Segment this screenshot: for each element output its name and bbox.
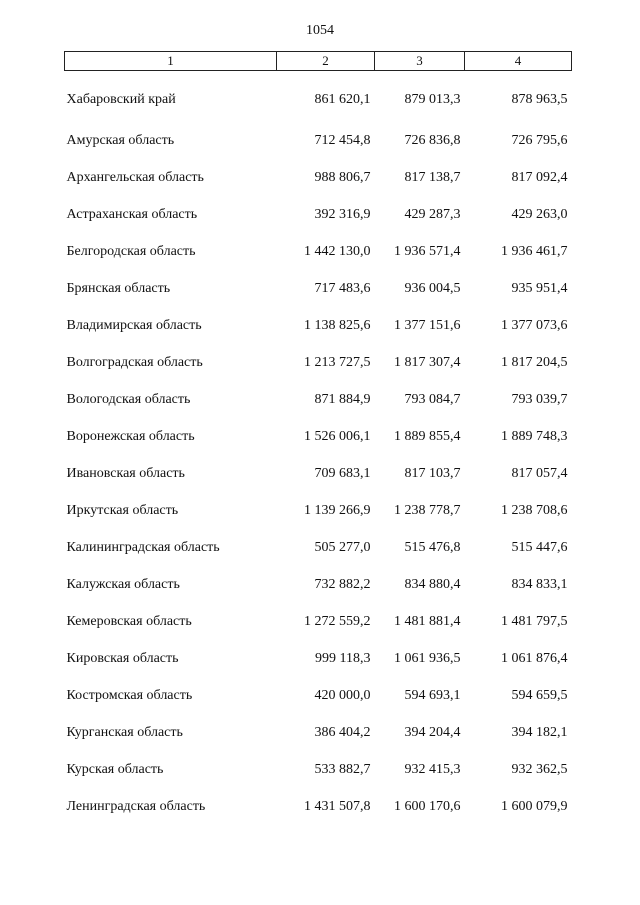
table-row <box>65 196 572 233</box>
column-3-value-cell: 726 836,8 <box>404 132 461 148</box>
table-row <box>65 270 572 307</box>
column-3-value-cell: 1 936 571,4 <box>394 243 461 259</box>
column-2-value-cell: 999 118,3 <box>315 650 371 666</box>
region-name-cell: Астраханская область <box>66 206 198 222</box>
table-row <box>65 751 572 788</box>
column-2-value-cell: 871 884,9 <box>314 391 371 407</box>
column-2-value-cell: 712 454,8 <box>314 132 371 148</box>
region-name-cell: Брянская область <box>66 280 171 296</box>
table-row <box>65 122 572 159</box>
column-3-value-cell: 429 287,3 <box>404 206 461 222</box>
column-3-value-cell: 594 693,1 <box>404 687 461 703</box>
column-4-value-cell: 932 362,5 <box>511 761 568 777</box>
region-name-cell: Курская область <box>66 761 164 777</box>
column-4-value-cell: 594 659,5 <box>511 687 568 703</box>
table-row <box>65 603 572 640</box>
column-3-value-cell: 394 204,4 <box>404 724 461 740</box>
budget-table <box>64 51 572 825</box>
table-row <box>65 381 572 418</box>
table-row <box>65 344 572 381</box>
column-3-value-cell: 936 004,5 <box>404 280 461 296</box>
column-4-value-cell: 935 951,4 <box>511 280 568 296</box>
column-3-value-cell: 793 084,7 <box>404 391 461 407</box>
column-4-value-cell: 1 061 876,4 <box>501 650 568 666</box>
column-header-3: 3 <box>375 52 465 71</box>
region-name-cell: Воронежская область <box>66 428 195 444</box>
region-name-cell: Белгородская область <box>66 243 196 259</box>
column-4-value-cell: 1 238 708,6 <box>501 502 568 518</box>
column-4-value-cell: 793 039,7 <box>511 391 568 407</box>
column-4-value-cell: 394 182,1 <box>511 724 568 740</box>
region-name-cell: Волгоградская область <box>66 354 203 370</box>
column-4-value-cell: 834 833,1 <box>511 576 568 592</box>
column-2-value-cell: 1 272 559,2 <box>304 613 371 629</box>
table-row <box>65 307 572 344</box>
column-4-value-cell: 1 817 204,5 <box>501 354 568 370</box>
column-2-value-cell: 420 000,0 <box>314 687 371 703</box>
column-3-value-cell: 1 061 936,5 <box>394 650 461 666</box>
column-3-value-cell: 817 103,7 <box>404 465 461 481</box>
column-2-value-cell: 1 138 825,6 <box>304 317 371 333</box>
region-name-cell: Архангельская область <box>66 169 204 185</box>
region-name-cell: Курганская область <box>66 724 183 740</box>
column-4-value-cell: 1 377 073,6 <box>501 317 568 333</box>
column-2-value-cell: 1 526 006,1 <box>304 428 371 444</box>
column-4-value-cell: 1 481 797,5 <box>501 613 568 629</box>
column-2-value-cell: 717 483,6 <box>314 280 371 296</box>
column-3-value-cell: 1 817 307,4 <box>394 354 461 370</box>
column-3-value-cell: 1 238 778,7 <box>394 502 461 518</box>
region-name-cell: Владимирская область <box>66 317 202 333</box>
region-name-cell: Амурская область <box>66 132 175 148</box>
region-name-cell: Ивановская область <box>66 465 185 481</box>
column-2-value-cell: 1 139 266,9 <box>304 502 371 518</box>
table-row <box>65 529 572 566</box>
column-3-value-cell: 817 138,7 <box>404 169 461 185</box>
column-4-value-cell: 429 263,0 <box>511 206 568 222</box>
column-2-value-cell: 505 277,0 <box>314 539 371 555</box>
table-row <box>65 566 572 603</box>
column-2-value-cell: 988 806,7 <box>314 169 371 185</box>
column-2-value-cell: 1 431 507,8 <box>304 798 371 814</box>
table-row <box>65 418 572 455</box>
header-row <box>65 52 572 71</box>
column-4-value-cell: 817 092,4 <box>511 169 568 185</box>
column-4-value-cell: 726 795,6 <box>511 132 568 148</box>
table-row <box>65 677 572 714</box>
column-3-value-cell: 879 013,3 <box>404 91 461 107</box>
region-name-cell: Кировская область <box>66 650 179 666</box>
region-name-cell: Хабаровский край <box>66 91 176 107</box>
column-2-value-cell: 732 882,2 <box>314 576 371 592</box>
table-row <box>65 640 572 677</box>
table-row <box>65 714 572 751</box>
column-2-value-cell: 709 683,1 <box>314 465 371 481</box>
region-name-cell: Кемеровская область <box>66 613 192 629</box>
column-3-value-cell: 932 415,3 <box>404 761 461 777</box>
column-2-value-cell: 1 213 727,5 <box>304 354 371 370</box>
column-3-value-cell: 1 481 881,4 <box>394 613 461 629</box>
column-2-value-cell: 533 882,7 <box>314 761 371 777</box>
column-3-value-cell: 1 889 855,4 <box>394 428 461 444</box>
table-body <box>65 71 572 826</box>
column-header-1: 1 <box>65 52 277 71</box>
region-name-cell: Костромская область <box>66 687 193 703</box>
region-name-cell: Калужская область <box>66 576 180 592</box>
table-row <box>65 788 572 825</box>
column-4-value-cell: 1 600 079,9 <box>501 798 568 814</box>
column-4-value-cell: 515 447,6 <box>511 539 568 555</box>
table-row <box>65 455 572 492</box>
table-row <box>65 159 572 196</box>
column-4-value-cell: 878 963,5 <box>511 91 568 107</box>
column-3-value-cell: 1 377 151,6 <box>394 317 461 333</box>
table-row <box>65 492 572 529</box>
region-name-cell: Иркутская область <box>66 502 179 518</box>
column-4-value-cell: 817 057,4 <box>511 465 568 481</box>
column-2-value-cell: 392 316,9 <box>314 206 371 222</box>
column-2-value-cell: 861 620,1 <box>314 91 371 107</box>
column-4-value-cell: 1 936 461,7 <box>501 243 568 259</box>
column-header-2: 2 <box>277 52 375 71</box>
page-number: 1054 <box>306 23 334 38</box>
column-3-value-cell: 515 476,8 <box>404 539 461 555</box>
region-name-cell: Ленинградская область <box>66 798 206 814</box>
table-row <box>65 71 572 123</box>
column-2-value-cell: 1 442 130,0 <box>304 243 371 259</box>
column-4-value-cell: 1 889 748,3 <box>501 428 568 444</box>
table-row <box>65 233 572 270</box>
column-header-4: 4 <box>465 52 572 71</box>
column-2-value-cell: 386 404,2 <box>314 724 371 740</box>
column-3-value-cell: 834 880,4 <box>404 576 461 592</box>
table-header <box>65 52 572 71</box>
region-name-cell: Вологодская область <box>66 391 191 407</box>
column-3-value-cell: 1 600 170,6 <box>394 798 461 814</box>
region-name-cell: Калининградская область <box>66 539 220 555</box>
